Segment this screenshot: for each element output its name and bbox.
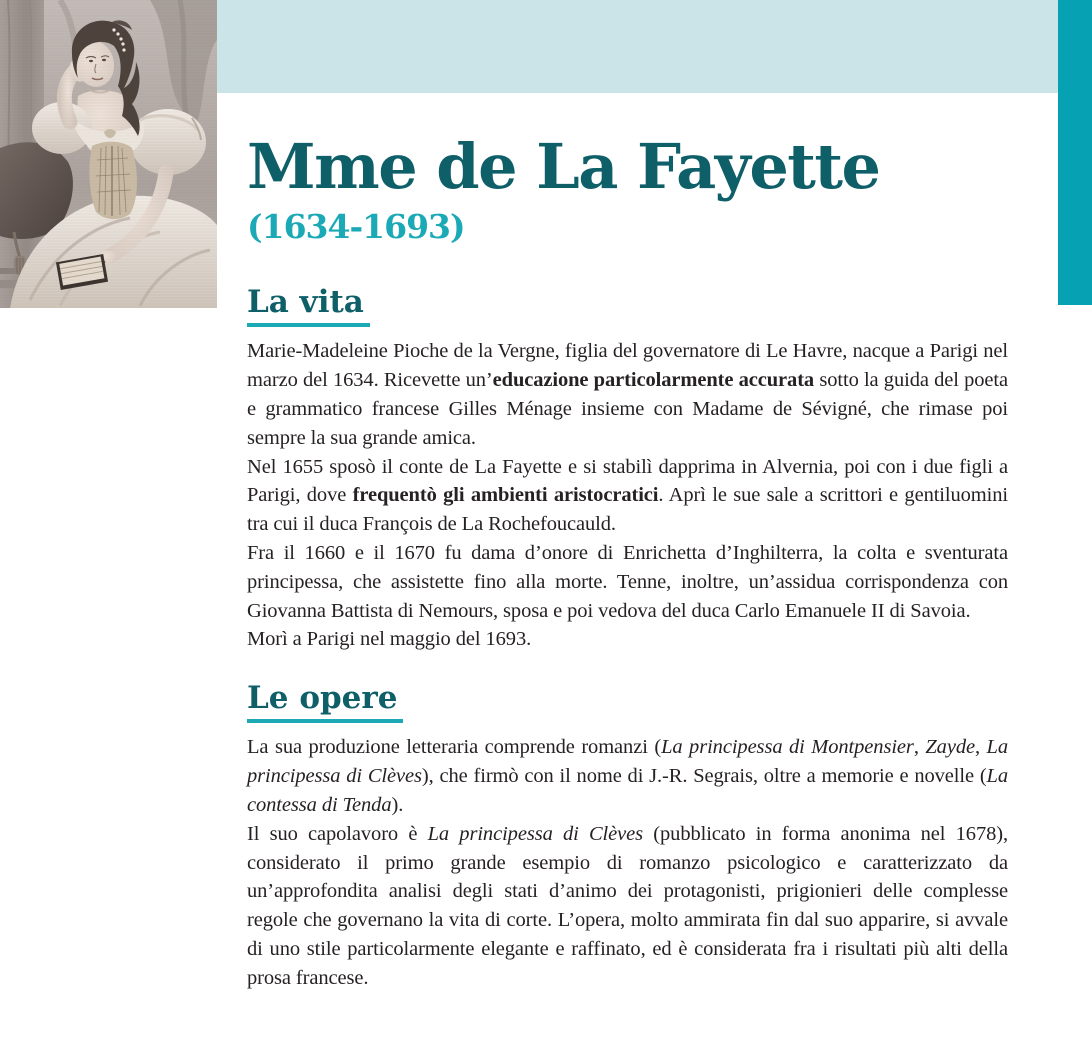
bold-text: educazione particolarmente accurata <box>492 369 815 392</box>
portrait-engraving-mme-de-la-fayette <box>0 0 217 308</box>
section-heading-la-vita: La vita <box>247 285 370 327</box>
italic-text: La contessa di Tenda <box>247 765 1008 816</box>
content-column <box>247 0 1008 993</box>
text-run: La sua produzione letteraria comprende romanzi ( <box>247 736 662 759</box>
page-title: Mme de La Fayette <box>247 130 880 203</box>
text-run: . Aprì le sue sale a scrittori e gentiluomini tra cui il duca François de La Rochefoucauld. <box>247 484 1008 536</box>
text-run: Fra il 1660 e il 1670 fu dama d’onore di Enrichetta d’Inghilterra, la colta e sventurata principessa, che assistette fino alla morte. Tenne, inoltre, un’assidua corrispondenza con Giovanna Battista di Nemours, sposa e poi vedova del duca Carlo Emanuele II di Savoia. <box>247 542 1008 622</box>
text-run: Morì a Parigi nel maggio del 1693. <box>247 628 532 651</box>
portrait-illustration <box>0 0 217 308</box>
italic-text: Zayde <box>925 736 975 759</box>
paragraph <box>247 337 1008 452</box>
bold-text: frequentò gli ambienti aristocratici <box>352 484 659 507</box>
paragraph <box>247 733 1008 819</box>
italic-text: La principessa di Montpensier <box>661 736 914 759</box>
text-run: Il suo capolavoro è <box>247 822 428 845</box>
text-run: (pubblicato in forma anonima nel 1678), considerato il primo grande esempio di romanzo psicologico e caratterizzato da un’approfondita analisi degli stati d’animo dei protagonisti, prigionieri delle complesse regole che governano la vita di corte. L’opera, molto ammirata fin dal suo apparire, si avvale di uno stile particolarmente elegante e raffinato, ed è considerata fra i risultati più alti della prosa francese. <box>247 822 1008 989</box>
text-run: ), che firmò con il nome di J.-R. Segrais, oltre a memorie e novelle ( <box>421 765 987 788</box>
section-heading-le-opere: Le opere <box>247 681 403 723</box>
italic-text: La principessa di Clèves <box>247 736 1008 788</box>
text-run: ). <box>391 793 404 816</box>
paragraph <box>247 453 1008 539</box>
text-run: , <box>974 736 987 759</box>
italic-text: La principessa di Clèves <box>427 822 644 845</box>
text-run: Nel 1655 sposò il conte de La Fayette e si stabilì dapprima in Alvernia, poi con i due figli a Parigi, dove <box>247 455 1008 507</box>
paragraph <box>247 820 1008 993</box>
life-dates: (1634-1693) <box>247 207 465 247</box>
paragraph <box>247 539 1008 625</box>
text-run: sotto la guida del poeta e grammatico francese Gilles Ménage insieme con Madame de Sévigné, che rimase poi sempre la sua grande amica. <box>247 369 1008 449</box>
paragraph <box>247 625 1008 654</box>
text-run: Marie-Madeleine Pioche de la Vergne, figlia del governatore di Le Havre, nacque a Parigi nel marzo del 1634. Ricevette un’ <box>247 340 1008 392</box>
sections <box>247 285 1008 992</box>
accent-strip <box>1058 0 1092 305</box>
text-run: , <box>913 736 926 759</box>
